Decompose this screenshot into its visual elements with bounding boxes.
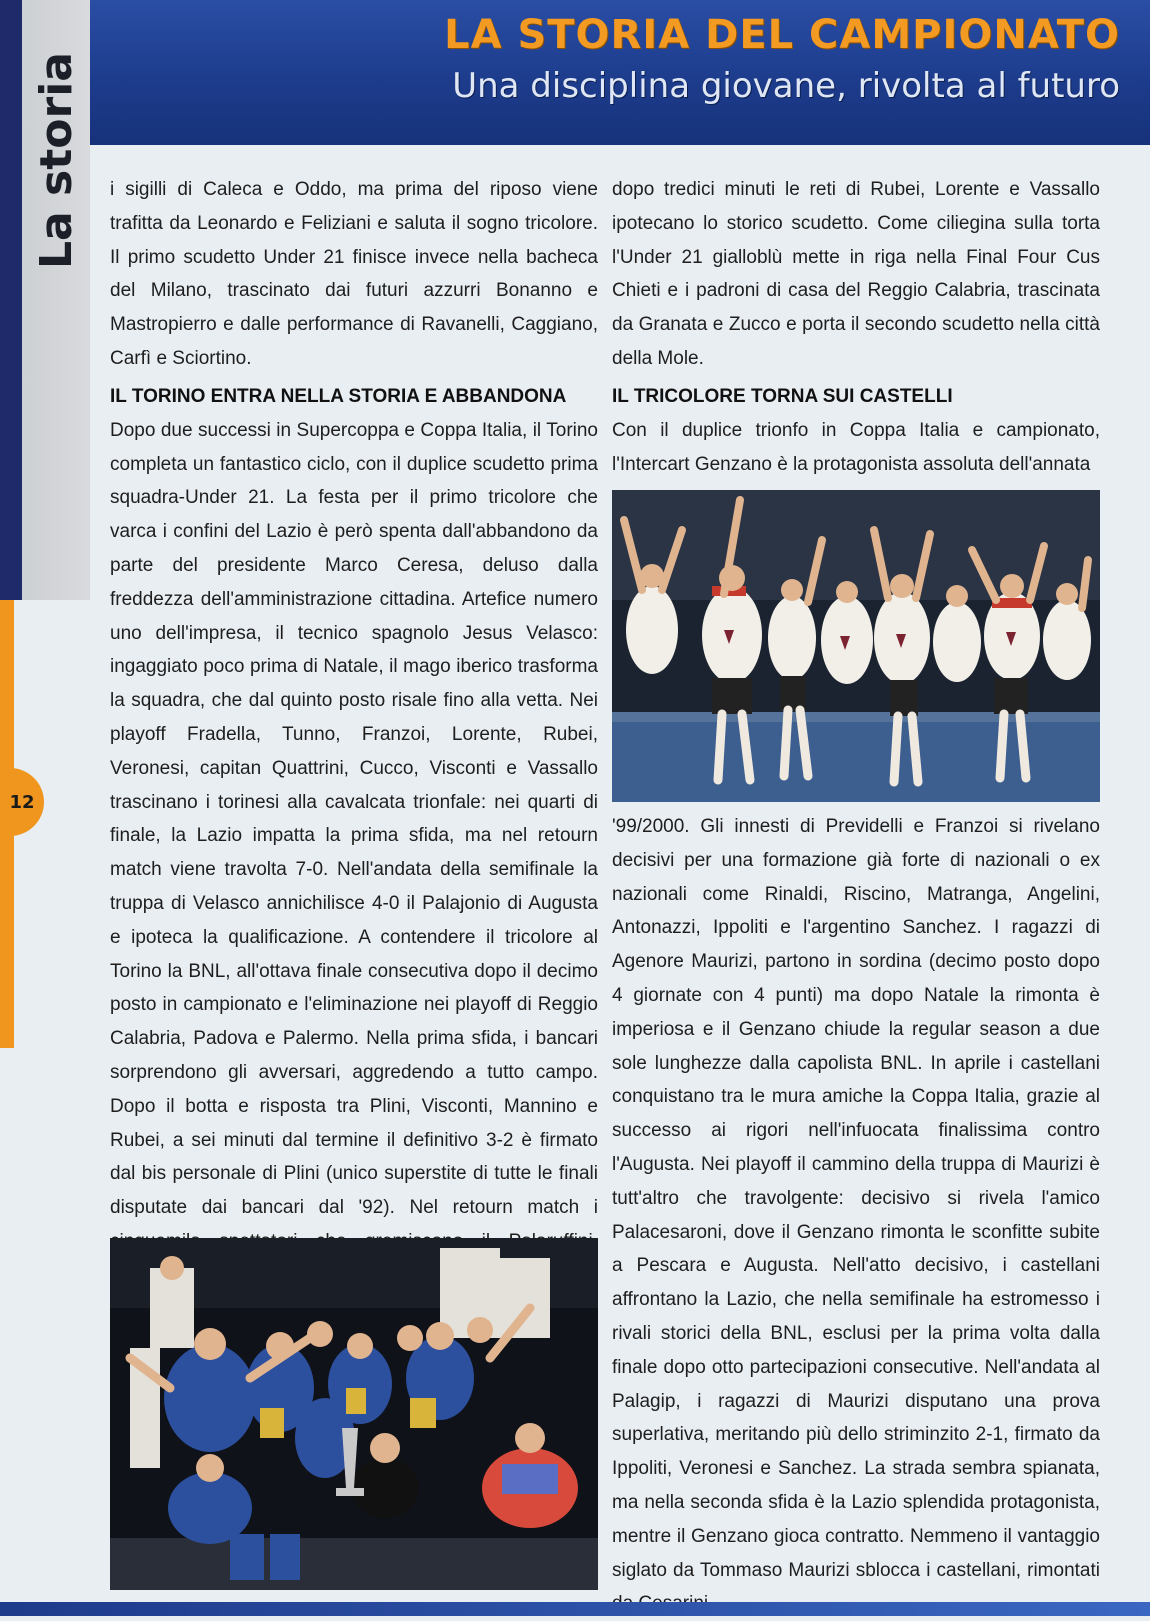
celebration-photo bbox=[612, 490, 1100, 802]
team-trophy-photo-art bbox=[110, 1238, 598, 1590]
team-trophy-photo bbox=[110, 1238, 598, 1590]
left-column-top bbox=[110, 173, 598, 376]
page-subtitle: Una disciplina giovane, rivolta al futuro bbox=[452, 66, 1120, 106]
article-genzano bbox=[612, 380, 1100, 481]
bottom-band bbox=[0, 1602, 1150, 1616]
page-title: LA STORIA DEL CAMPIONATO bbox=[444, 12, 1120, 58]
paragraph-left-top: i sigilli di Caleca e Oddo, ma prima del riposo viene trafitta da Leonardo e Feliziani e saluta il sogno tricolore. Il primo scudetto Under 21 finisce invece nella bacheca del Milano, trascinato dai futuri azzurri Bonanno e Mastropierro e dalle performance di Ravanelli, Caggiano, Carfì e Sciortino. bbox=[110, 179, 598, 369]
paragraph-genzano-intro: Con il duplice trionfo in Coppa Italia e campionato, l'Intercart Genzano è la protagonista assoluta dell'annata bbox=[612, 419, 1100, 475]
celebration-photo-art bbox=[612, 490, 1100, 802]
right-column-top bbox=[612, 173, 1100, 376]
section-label bbox=[28, 30, 84, 290]
left-margin-accent bbox=[0, 0, 22, 600]
page-header bbox=[90, 0, 1150, 145]
page-number: 12 bbox=[0, 768, 44, 836]
article-genzano-continued bbox=[612, 810, 1100, 1621]
heading-genzano: IL TRICOLORE TORNA SUI CASTELLI bbox=[612, 386, 953, 407]
section-label-text: La storia bbox=[30, 51, 82, 269]
paragraph-genzano-body: '99/2000. Gli innesti di Previdelli e Franzoi si rivelano decisivi per una formazione già forte di nazionali o ex nazionali come Rinaldi, Riscino, Matranga, Angelini, Antonazzi, Ippoliti e l'argentino Sanchez. I ragazzi di Agenore Maurizi, partono in sordina (decimo posto dopo 4 giornate con 4 punti) ma dopo Natale la rimonta è imperiosa e il Genzano chiude la regular season a due sole lunghezze dalla capolista BNL. In aprile i castellani conquistano tra le mura amiche la Coppa Italia, grazie al successo ai rigori nell'infuocata finalissima contro l'Augusta. Nei playoff il cammino della truppa di Maurizi è tutt'altro che travolgente: decisivo si rivela l'amico Palacesaroni, dove il Genzano rimonta le sconfitte subite a Pescara e Augusta. Nell'atto decisivo, i castellani affrontano la Lazio, che nella semifinale ha estromesso i rivali storici della BNL, esclusi per la prima volta dalla finale dopo otto partecipazioni consecutive. Nell'andata al Palagip, i ragazzi di Maurizi disputano una prova superlativa, meritando più dello striminzito 2-1, firmato da Ippoliti, Veronesi e Sanchez. La strada sembra spianata, ma nella seconda sfida è la Lazio splendida protagonista, mentre il Genzano gioca contratto. Nemmeno il vantaggio siglato da Tommaso Maurizi sblocca i castellani, rimontati bbox=[612, 816, 1100, 1581]
heading-torino: IL TORINO ENTRA NELLA STORIA E ABBANDONA bbox=[110, 386, 567, 407]
paragraph-torino: Dopo due successi in Supercoppa e Coppa Italia, il Torino completa un fantastico ciclo, con il duplice scudetto prima squadra-Under 21. La festa per il primo tricolore che varca i confini del Lazio è però spenta dall'abbandono da parte del presidente Marco Ceresa, deluso dalla freddezza dell'amministrazione cittadina. Artefice numero uno dell'impresa, il tecnico spagnolo Jesus Velasco: ingaggiato poco prima di Natale, il mago iberico trasforma la squadra, che dal quinto posto risale fino alla vetta. Nei playoff Fradella, Tunno, Franzoi, Lorente, Rubei, Veronesi, capitan Quattrini, Cucco, Visconti e Vassallo trascinano i torinesi alla cavalcata trionfale: nei quarti di finale, la Lazio impatta la prima sfida, ma nel retourn match viene travolta 7-0. Nell'andata della semifinale la truppa di Velasco annichilisce 4-0 il Palajonio di Augusta e ipoteca la qualificazione. A contendere il tricolore al Torino la BNL, all'ottava finale consecutiva dopo il decimo posto in campionato e l'eliminazione nei playoff di Reggio Calabria, Padova e Palermo. Nella prima sfida, i bancari sorprendono gli avversari, aggredendo a tutto campo. Dopo il botta e risposta tra Plini, Visconti, Mannino e Rubei, a sei minuti dal termine il definitivo 3-2 è firmato dal bis personale di Plini (unico superstite di tutte le finali disputate dai bancari dal '92). Nel retourn match i bbox=[110, 419, 598, 1219]
article-torino bbox=[110, 380, 598, 1293]
paragraph-right-top: dopo tredici minuti le reti di Rubei, Lorente e Vassallo ipotecano lo storico scudetto. Come ciliegina sulla torta l'Under 21 gialloblù mette in riga nella Final Four Cus Chieti e i padroni di casa del Reggio Calabria, trascinata da Granata e Zucco e porta il secondo scudetto nella città della Mole. bbox=[612, 179, 1100, 369]
